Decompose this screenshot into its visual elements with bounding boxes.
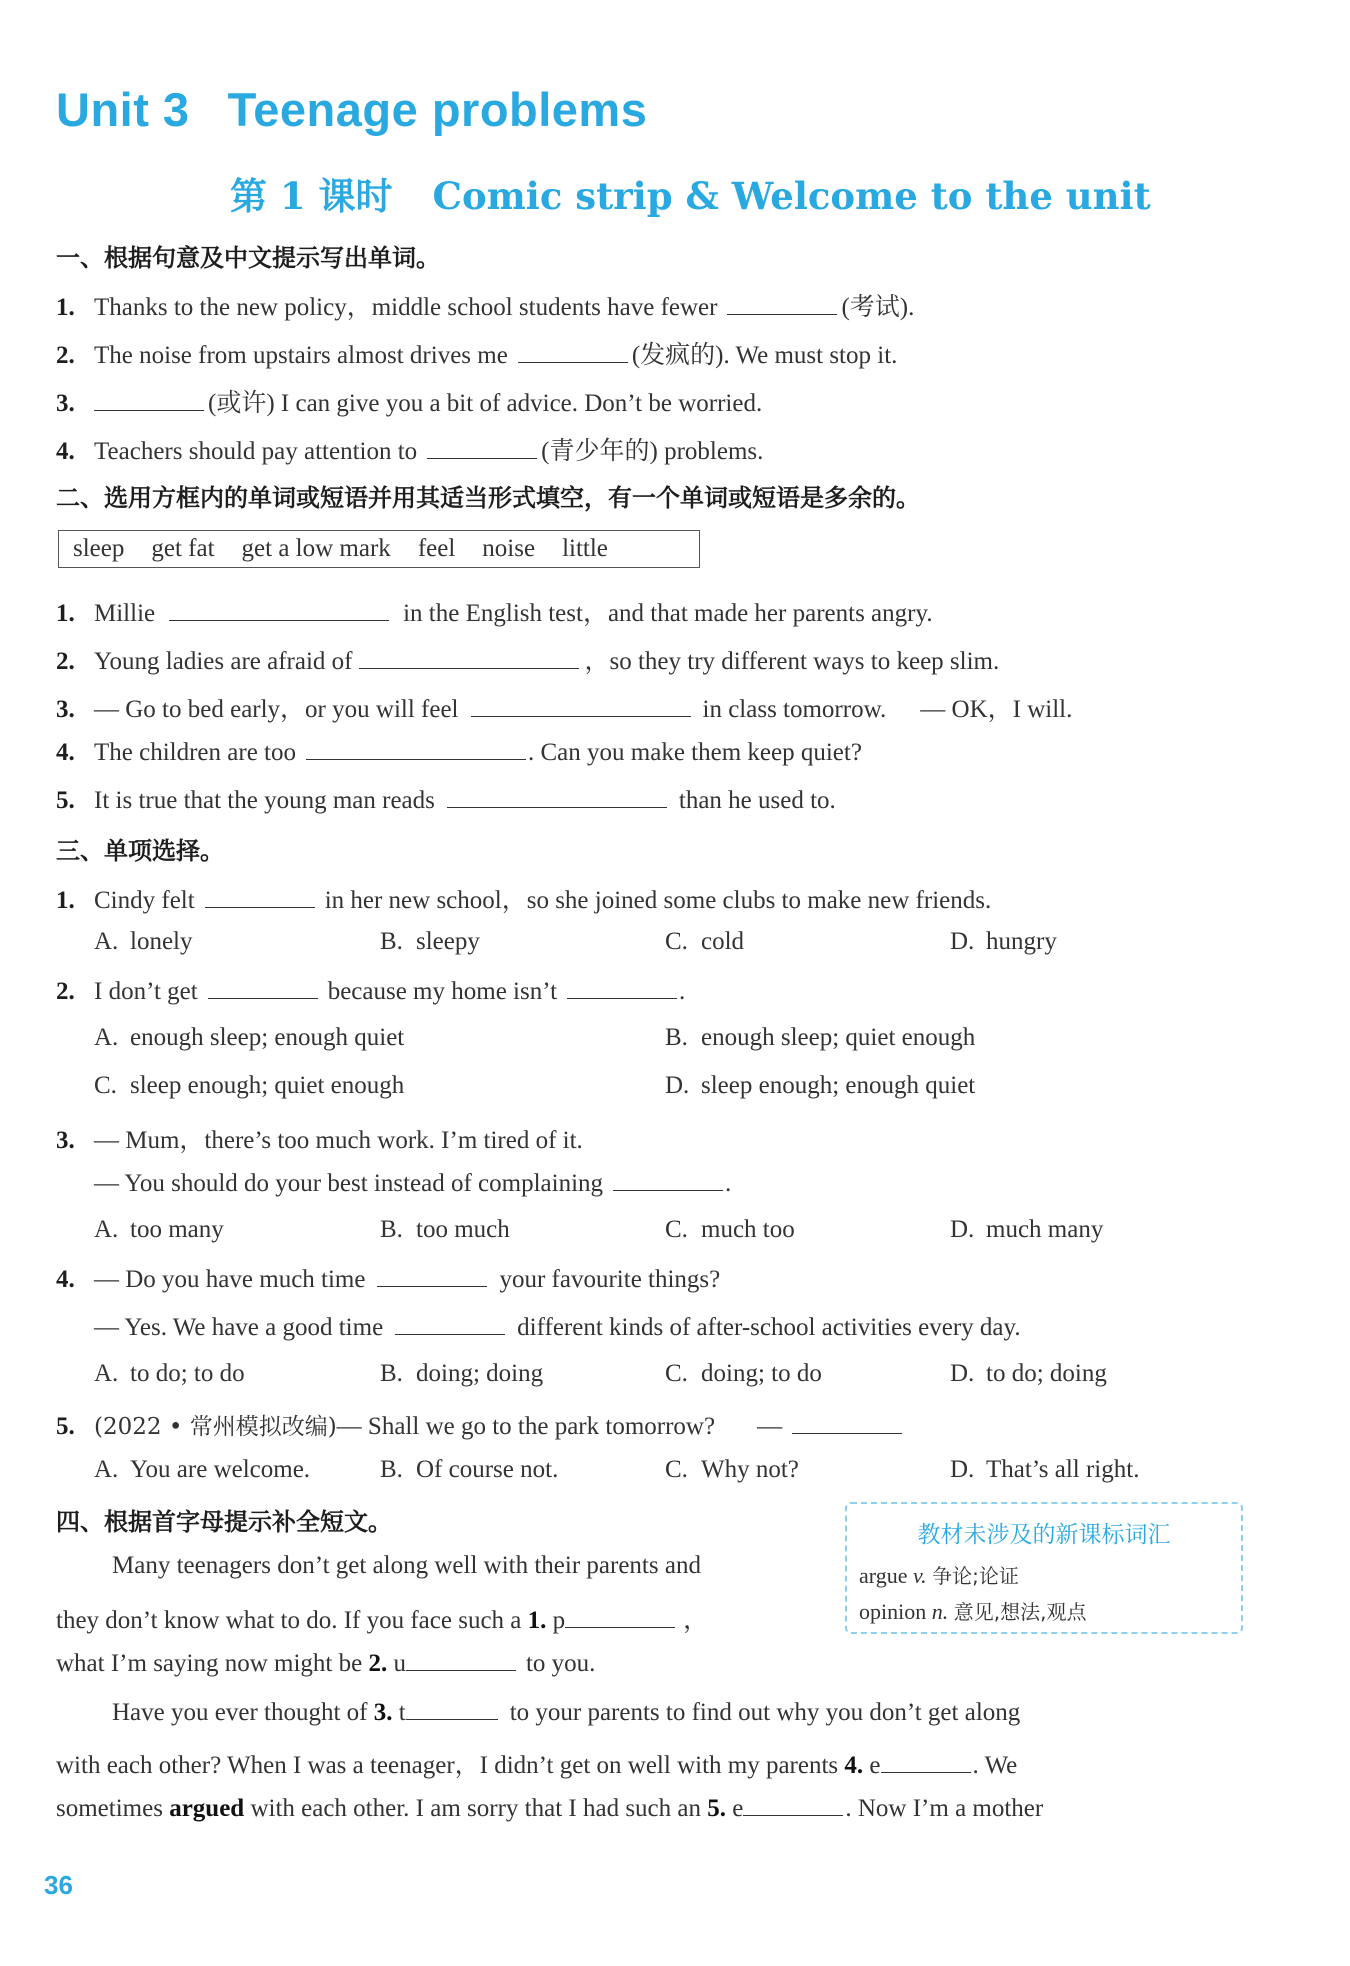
option-a[interactable]: A. enough sleep; enough quiet	[94, 1024, 405, 1051]
passage-line: Many teenagers don’t get along well with their parents and	[112, 1552, 701, 1579]
option-c[interactable]: C. Why not?	[665, 1456, 799, 1483]
answer-blank[interactable]	[447, 785, 667, 808]
vocabulary-box-title: 教材未涉及的新课标词汇	[917, 1522, 1171, 1548]
s1-item-3: 3. (或许) I can give you a bit of advice. Don’t be worried.	[56, 390, 763, 417]
passage-line: what I’m saying now might be 2. u to you.	[56, 1650, 596, 1677]
passage-line: Have you ever thought of 3. t to your parents to find out why you don’t get along	[112, 1699, 1021, 1726]
answer-blank[interactable]	[359, 646, 579, 669]
s2-item-5: 5. It is true that the young man reads than he used to.	[56, 787, 836, 814]
option-b[interactable]: B. sleepy	[380, 928, 480, 955]
answer-blank[interactable]	[727, 292, 837, 315]
word-bank-box	[58, 530, 700, 568]
s1-item-4: 4. Teachers should pay attention to (青少年的) problems.	[56, 438, 764, 465]
option-a[interactable]: A. lonely	[94, 928, 193, 955]
answer-blank[interactable]	[565, 1605, 675, 1628]
answer-blank[interactable]	[881, 1750, 971, 1773]
option-d[interactable]: D. much many	[950, 1216, 1104, 1243]
answer-blank[interactable]	[567, 976, 677, 999]
option-b[interactable]: B. Of course not.	[380, 1456, 559, 1483]
s1-item-2: 2. The noise from upstairs almost drives me (发疯的). We must stop it.	[56, 342, 898, 369]
s2-item-4: 4. The children are too . Can you make them keep quiet?	[56, 739, 862, 766]
word-bank-item: noise	[482, 535, 536, 562]
lesson-label: 第 1 课时	[230, 174, 393, 218]
s3-question-3-line-2: — You should do your best instead of complaining .	[94, 1170, 732, 1197]
vocabulary-item: opinion n. 意见,想法,观点	[859, 1599, 1087, 1624]
answer-blank[interactable]	[169, 598, 389, 621]
passage-line: they don’t know what to do. If you face such a 1. p ，	[56, 1607, 709, 1634]
s2-item-2: 2. Young ladies are afraid of ，so they try different ways to keep slim.	[56, 648, 1000, 675]
option-c[interactable]: C. sleep enough; quiet enough	[94, 1072, 405, 1099]
word-bank-item: get a low mark	[241, 535, 391, 562]
answer-blank[interactable]	[792, 1411, 902, 1434]
answer-blank[interactable]	[427, 436, 537, 459]
word-bank-item: get fat	[151, 535, 215, 562]
answer-blank[interactable]	[395, 1312, 505, 1335]
answer-blank[interactable]	[613, 1168, 723, 1191]
s1-item-1: 1. Thanks to the new policy，middle school students have fewer (考试).	[56, 294, 915, 321]
lesson-title	[230, 166, 1151, 220]
answer-blank[interactable]	[518, 340, 628, 363]
vocabulary-box	[845, 1502, 1243, 1634]
option-c[interactable]: C. much too	[665, 1216, 795, 1243]
s3-question-3: 3. — Mum，there’s too much work. I’m tired of it.	[56, 1127, 583, 1154]
passage-line: with each other? When I was a teenager，I didn’t get on well with my parents 4. e . We	[56, 1752, 1018, 1779]
question-source: (2022 • 常州模拟改编)	[94, 1414, 337, 1440]
answer-blank[interactable]	[471, 694, 691, 717]
lesson-name: Comic strip & Welcome to the unit	[432, 174, 1151, 218]
option-a[interactable]: A. too many	[94, 1216, 224, 1243]
s3-question-1: 1. Cindy felt in her new school，so she joined some clubs to make new friends.	[56, 887, 992, 914]
option-b[interactable]: B. enough sleep; quiet enough	[665, 1024, 976, 1051]
unit-label: Unit 3	[56, 83, 190, 136]
answer-blank[interactable]	[377, 1264, 487, 1287]
s3-question-5: 5. (2022 • 常州模拟改编)— Shall we go to the park tomorrow? —	[56, 1408, 912, 1441]
page-number: 36	[44, 1870, 73, 1900]
unit-title	[56, 82, 647, 137]
section-3-heading: 三、单项选择。	[56, 837, 224, 865]
answer-blank[interactable]	[406, 1697, 498, 1720]
option-c[interactable]: C. cold	[665, 928, 745, 955]
vocabulary-item: argue v. 争论;论证	[859, 1563, 1019, 1588]
section-1-heading: 一、根据句意及中文提示写出单词。	[56, 244, 440, 272]
answer-blank[interactable]	[208, 976, 318, 999]
word-bank-item: sleep	[73, 535, 125, 562]
option-c[interactable]: C. doing; to do	[665, 1360, 822, 1387]
option-d[interactable]: D. sleep enough; enough quiet	[665, 1072, 976, 1099]
option-b[interactable]: B. doing; doing	[380, 1360, 544, 1387]
option-a[interactable]: A. You are welcome.	[94, 1456, 311, 1483]
option-b[interactable]: B. too much	[380, 1216, 510, 1243]
option-d[interactable]: D. hungry	[950, 928, 1057, 955]
passage-line: sometimes argued with each other. I am sorry that I had such an 5. e . Now I’m a mother	[56, 1795, 1044, 1822]
s3-question-4-line-2: — Yes. We have a good time different kinds of after-school activities every day.	[94, 1314, 1021, 1341]
option-a[interactable]: A. to do; to do	[94, 1360, 245, 1387]
section-4-heading: 四、根据首字母提示补全短文。	[56, 1508, 392, 1536]
word-bank-item: feel	[417, 535, 456, 562]
unit-name: Teenage problems	[227, 83, 648, 136]
option-d[interactable]: D. to do; doing	[950, 1360, 1107, 1387]
answer-blank[interactable]	[205, 885, 315, 908]
section-2-heading: 二、选用方框内的单词或短语并用其适当形式填空，有一个单词或短语是多余的。	[56, 484, 920, 512]
answer-blank[interactable]	[743, 1793, 843, 1816]
word-bank-item: little	[562, 535, 608, 562]
s3-question-2: 2. I don’t get because my home isn’t .	[56, 978, 686, 1005]
s2-item-1: 1. Millie in the English test，and that made her parents angry.	[56, 600, 933, 627]
answer-blank[interactable]	[406, 1648, 516, 1671]
s2-item-3: 3. — Go to bed early，or you will feel in class tomorrow. — OK，I will.	[56, 696, 1073, 723]
answer-blank[interactable]	[306, 737, 526, 760]
answer-blank[interactable]	[94, 388, 204, 411]
option-d[interactable]: D. That’s all right.	[950, 1456, 1140, 1483]
s3-question-4: 4. — Do you have much time your favourite things?	[56, 1266, 721, 1293]
